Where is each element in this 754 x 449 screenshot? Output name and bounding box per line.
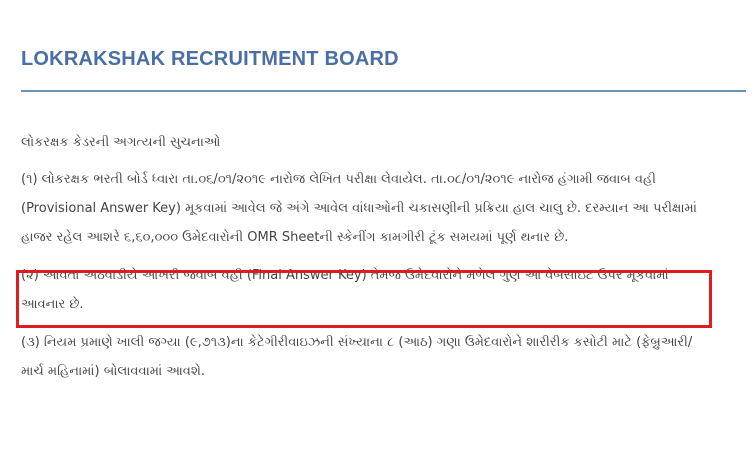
title-divider: [21, 90, 746, 92]
notice-item-3-line-1: (૩) નિયમ પ્રમાણે ખાલી જગ્યા (૯,૭૧૩)ના કેટેગીરીવાઇઝની સંખ્યાના ૮ (આઠ) ગણા ઉમેદવારોને શારીરીક કસોટી માટે (ફેબ્રુઆરી/: [21, 335, 693, 350]
notice-item-3: [21, 328, 741, 386]
notice-item-1-line-2: (Provisional Answer Key) મૂકવામાં આવેલ જે અંગે આવેલ વાંધાઓની ચકાસણીની પ્રક્રિયા હાલ ચાલુ છે. દરમ્યાન આ પરીક્ષામાં: [21, 201, 697, 216]
notice-item-2: [21, 261, 741, 319]
notice-item-3-line-2: માર્ચ મહિનામાં) બોલાવવામાં આવશે.: [21, 364, 206, 379]
notice-item-2-line-2: આવનાર છે.: [21, 297, 84, 312]
page-title: LOKRAKSHAK RECRUITMENT BOARD: [21, 48, 399, 70]
notice-item-1-line-3: હાજર રહેલ આશરે ૬,૬૦,૦૦૦ ઉમેદવારોની OMR Sheetની સ્કેનીંગ કામગીરી ટૂંક સમયમાં પૂર્ણ થનાર છે.: [21, 230, 569, 245]
notice-item-1: [21, 165, 741, 252]
notice-content: [21, 128, 741, 395]
notice-item-1-line-1: (૧) લોકરક્ષક ભરતી બોર્ડ ધ્વારા તા.૦૬/૦૧/૨૦૧૯ નારોજ લેખિત પરીક્ષા લેવાયેલ. તા.૦૮/૦૧/૨૦૧૯ નારોજ હંગામી જવાબ વહી: [21, 172, 656, 187]
notice-intro: લોકરક્ષક કેડરની અગત્યની સુચનાઓ: [21, 135, 221, 150]
notice-item-2-line-1: (૨) આવતા અઠવાડીયે આખરી જવાબ વહી (Final Answer Key) તેમજ ઉમેદવારોને મળેલ ગુણ આ વેબસાઇટ ઉપર મૂકવામાં: [21, 268, 669, 283]
